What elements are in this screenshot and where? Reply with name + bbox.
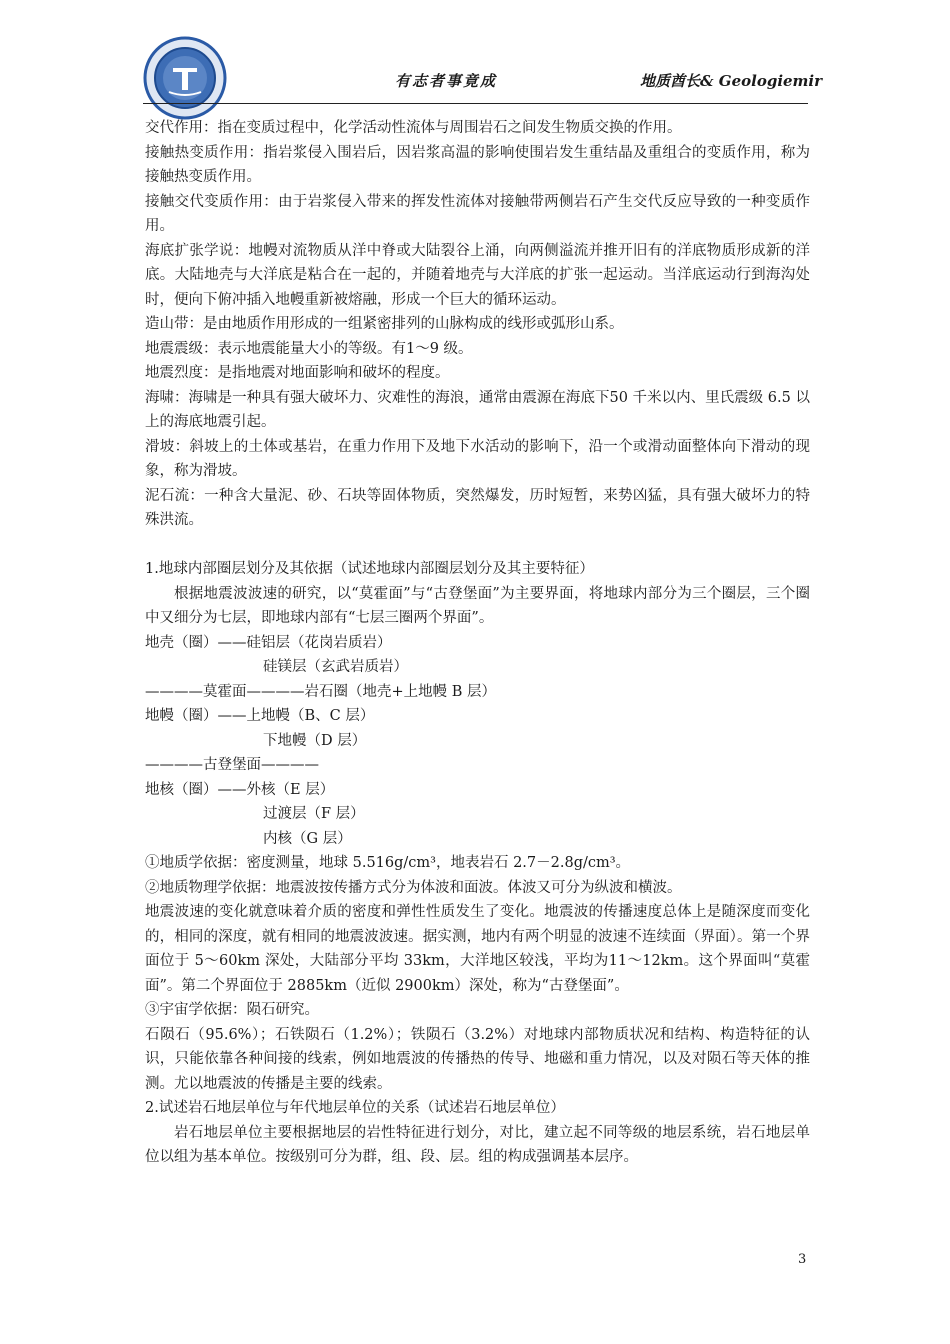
definition-paragraph: 造山带：是由地质作用形成的一组紧密排列的山脉构成的线形或弧形山系。: [145, 316, 624, 332]
structure-line: ————古登堡面————: [145, 757, 319, 773]
page-number: 3: [798, 1252, 807, 1267]
definition-paragraph: 地震烈度：是指地震对地面影响和破坏的程度。: [145, 365, 450, 381]
section-text: 岩石地层单位主要根据地层的岩性特征进行划分，对比，建立起不同等级的地层系统，岩石地层单位以组为基本单位。按级别可分为群，组、段、层。组的构成强调基本层序。: [145, 1124, 810, 1165]
definition-paragraph: 海底扩张学说：地幔对流物质从洋中脊或大陆裂谷上涌，向两侧溢流并推开旧有的洋底物质形成新的洋底。大陆地壳与大洋底是粘合在一起的，并随着地壳与大洋底的扩张一起运动。当洋底运动行到海沟处时，便向下俯冲插入地幔重新被熔融，形成一个巨大的循环运动。: [145, 242, 810, 308]
basis-paragraph: ③宇宙学依据：陨石研究。: [145, 1002, 319, 1018]
basis-paragraph: ②地质物理学依据：地震波按传播方式分为体波和面波。体波又可分为纵波和横波。: [145, 879, 682, 896]
definition-paragraph: 交代作用：指在变质过程中，化学活动性流体与周围岩石之间发生物质交换的作用。: [145, 120, 682, 136]
structure-line: 过渡层（F 层）: [263, 806, 365, 822]
basis-paragraph: 地震波速的变化就意味着介质的密度和弹性性质发生了变化。地震波的传播速度总体上是随深度而变化的，相同的深度，就有相同的地震波波速。据实测，地内有两个明显的波速不连续面（界面）。第一个界面位于 5～60km 深处，大陆部分平均 33km，大洋地区较浅，平均为11～12km。这个界面叫“莫霍面”。第二个界面位于 2885km（近似 2900km）深处，称为“古登堡面”。: [145, 904, 810, 994]
header-author: 地质酋长& Geologiemir: [640, 72, 823, 90]
structure-line: 地壳（圈）——硅铝层（花岗岩质岩）: [145, 634, 392, 651]
structure-line: 内核（G 层）: [263, 830, 352, 847]
structure-line: ————莫霍面————岩石圈（地壳+上地幔 B 层）: [145, 683, 497, 700]
structure-line: 硅镁层（玄武岩质岩）: [263, 659, 408, 675]
definition-paragraph: 泥石流：一种含大量泥、砂、石块等固体物质，突然爆发，历时短暂，来势凶猛，具有强大破坏力的特殊洪流。: [145, 487, 810, 528]
basis-paragraph: ①地质学依据：密度测量，地球 5.516g/cm³，地表岩石 2.7－2.8g/cm³。: [145, 855, 631, 871]
section-heading: 2.试述岩石地层单位与年代地层单位的关系（试述岩石地层单位）: [145, 1100, 565, 1116]
basis-paragraph: 石陨石（95.6%）；石铁陨石（1.2%）；铁陨石（3.2%）对地球内部物质状况和结构、构造特征的认识，只能依靠各种间接的线索，例如地震波的传播热的传导、地磁和重力情况，以及对陨石等天体的推测。尤以地震波的传播是主要的线索。: [145, 1026, 810, 1092]
definition-paragraph: 海啸：海啸是一种具有强大破坏力、灾难性的海浪，通常由震源在海底下50 千米以内、里氏震级 6.5 以上的海底地震引起。: [145, 389, 810, 430]
structure-line: 地核（圈）——外核（E 层）: [145, 781, 335, 798]
header-motto: 有志者事竟成: [395, 72, 498, 90]
header-divider: [143, 103, 808, 104]
structure-line: 下地幔（D 层）: [263, 732, 367, 749]
structure-line: 地幔（圈）——上地幔（B、C 层）: [145, 708, 375, 724]
document-body: [145, 116, 810, 1170]
section-intro: 根据地震波波速的研究，以“莫霍面”与“古登堡面”为主要界面，将地球内部分为三个圈层，三个圈中又细分为七层，即地球内部有“七层三圈两个界面”。: [145, 585, 810, 626]
definition-paragraph: 地震震级：表示地震能量大小的等级。有1～9 级。: [145, 340, 473, 357]
definition-paragraph: 接触交代变质作用：由于岩浆侵入带来的挥发性流体对接触带两侧岩石产生交代反应导致的一种变质作用。: [145, 193, 810, 234]
section-heading: 1.地球内部圈层划分及其依据（试述地球内部圈层划分及其主要特征）: [145, 561, 594, 577]
definition-paragraph: 滑坡：斜坡上的土体或基岩，在重力作用下及地下水活动的影响下，沿一个或滑动面整体向下滑动的现象，称为滑坡。: [145, 438, 810, 479]
definition-paragraph: 接触热变质作用：指岩浆侵入围岩后，因岩浆高温的影响使围岩发生重结晶及重组合的变质作用，称为接触热变质作用。: [145, 144, 810, 185]
university-emblem-icon: [143, 36, 227, 120]
